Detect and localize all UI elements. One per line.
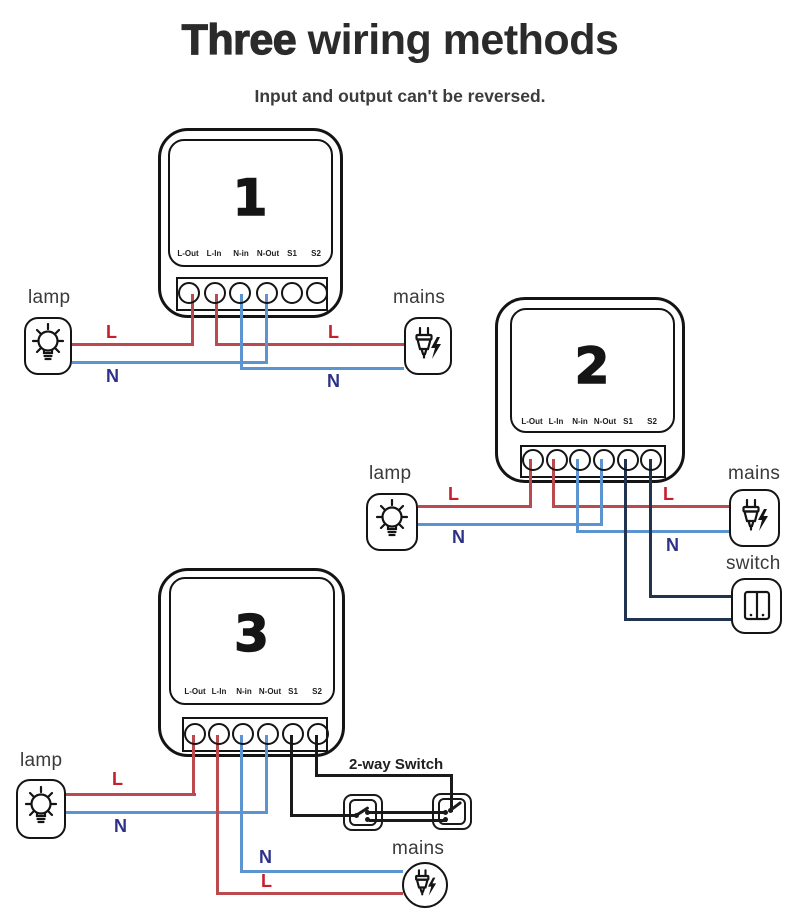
page-title-bold: Three <box>181 16 297 64</box>
terminal-circle <box>522 449 544 471</box>
terminal-label: N-Out <box>593 417 617 426</box>
live-letter: L <box>112 769 123 789</box>
live-letter: L <box>328 322 339 342</box>
wire-neutral-nin-3 <box>240 735 243 873</box>
terminal-label: N-in <box>236 687 252 696</box>
terminal-circle <box>204 282 226 304</box>
wire-s2-down-2 <box>649 459 652 598</box>
terminal-circle <box>307 723 329 745</box>
wire-neutral-mains-1 <box>240 367 404 370</box>
terminal-label: L-Out <box>177 249 199 258</box>
wire-s2-switch-2 <box>649 595 732 598</box>
two-way-switch-label: 2-way Switch <box>349 756 444 773</box>
live-letter: L <box>448 484 459 504</box>
wire-traveler-top <box>369 811 447 814</box>
wire-s1-down-2 <box>624 459 627 621</box>
wire-neutral-nout-1 <box>265 294 268 364</box>
module-3-number: 3 <box>234 605 270 663</box>
switch-label: switch <box>726 553 781 574</box>
terminal-label: S1 <box>287 249 297 258</box>
terminal-label: L-Out <box>521 417 543 426</box>
wire-traveler-bottom <box>369 819 447 822</box>
wire-live-lamp-3 <box>66 793 196 796</box>
terminal-strip <box>176 277 328 311</box>
terminal-circle <box>257 723 279 745</box>
terminal-circle <box>232 723 254 745</box>
lamp-label: lamp <box>28 287 71 308</box>
terminal-circle <box>281 282 303 304</box>
terminal-circle <box>640 449 662 471</box>
terminal-label: S2 <box>311 249 321 258</box>
page-subtitle: Input and output can't be reversed. <box>254 86 546 106</box>
page-title <box>0 16 800 65</box>
live-letter: L <box>261 871 272 891</box>
terminal-strip <box>182 717 328 752</box>
plug-lightning-icon <box>735 496 775 540</box>
wall-switch-device <box>731 578 782 634</box>
wire-s1-down-3 <box>290 735 293 817</box>
lamp-label: lamp <box>369 463 412 484</box>
traveler-contact-dot <box>365 810 370 815</box>
module-1-number: 1 <box>232 169 269 227</box>
plug-lightning-icon <box>409 867 442 903</box>
traveler-contact-dot <box>443 817 448 822</box>
terminal-circle <box>593 449 615 471</box>
wire-s2-across-3 <box>315 774 453 777</box>
mains-label: mains <box>393 287 446 308</box>
terminal-strip <box>520 445 666 478</box>
traveler-contact-dot <box>365 817 370 822</box>
terminal-label: L-Out <box>184 687 206 696</box>
mains-label: mains <box>392 838 445 859</box>
terminal-circle <box>178 282 200 304</box>
lamp-device <box>16 779 66 839</box>
bulb-icon <box>21 785 61 833</box>
bulb-icon <box>372 498 412 546</box>
terminal-label: N-in <box>233 249 249 258</box>
module-2-number: 2 <box>574 337 611 395</box>
lamp-device <box>24 317 72 375</box>
wire-s1-switch-2 <box>624 618 732 621</box>
lamp-device <box>366 493 418 551</box>
wire-neutral-lamp-1 <box>72 361 268 364</box>
terminal-label: S1 <box>288 687 298 696</box>
wire-s1-switch-3 <box>290 814 358 817</box>
wire-neutral-nout-3 <box>265 735 268 814</box>
live-letter: L <box>663 484 674 504</box>
terminal-circle <box>282 723 304 745</box>
rocker-switch-icon <box>742 589 772 623</box>
mains-device <box>729 489 780 547</box>
mains-device <box>402 862 448 908</box>
wire-live-lin-3 <box>216 735 219 895</box>
terminal-circle <box>208 723 230 745</box>
terminal-circle <box>184 723 206 745</box>
wire-neutral-nin-1 <box>240 294 243 370</box>
neutral-letter: N <box>452 527 465 547</box>
neutral-letter: N <box>259 847 272 867</box>
mains-device <box>404 317 452 375</box>
terminal-circle <box>229 282 251 304</box>
terminal-circle <box>617 449 639 471</box>
terminal-label: L-In <box>211 687 227 696</box>
neutral-letter: N <box>114 816 127 836</box>
terminal-label: N-Out <box>258 687 282 696</box>
wire-live-mains-3 <box>216 892 403 895</box>
terminal-label: N-Out <box>256 249 280 258</box>
plug-lightning-icon <box>408 324 448 368</box>
bulb-icon <box>28 322 68 370</box>
terminal-label: L-In <box>548 417 564 426</box>
terminal-label: S2 <box>312 687 322 696</box>
page-title-rest: wiring methods <box>296 16 619 64</box>
traveler-contact-dot <box>443 810 448 815</box>
neutral-letter: N <box>666 535 679 555</box>
wire-neutral-lamp-3 <box>66 811 268 814</box>
terminal-label: S1 <box>623 417 633 426</box>
neutral-letter: N <box>106 366 119 386</box>
terminal-label: L-In <box>206 249 222 258</box>
wire-neutral-mains-2 <box>576 530 730 533</box>
terminal-circle <box>546 449 568 471</box>
terminal-label: N-in <box>572 417 588 426</box>
terminal-circle <box>306 282 328 304</box>
wire-live-lamp-1 <box>72 343 194 346</box>
wire-live-lamp-2 <box>418 505 532 508</box>
live-letter: L <box>106 322 117 342</box>
terminal-circle <box>256 282 278 304</box>
terminal-label: S2 <box>647 417 657 426</box>
mains-label: mains <box>728 463 781 484</box>
neutral-letter: N <box>327 371 340 391</box>
wire-live-mains-1 <box>215 343 404 346</box>
lamp-label: lamp <box>20 750 63 771</box>
terminal-circle <box>569 449 591 471</box>
